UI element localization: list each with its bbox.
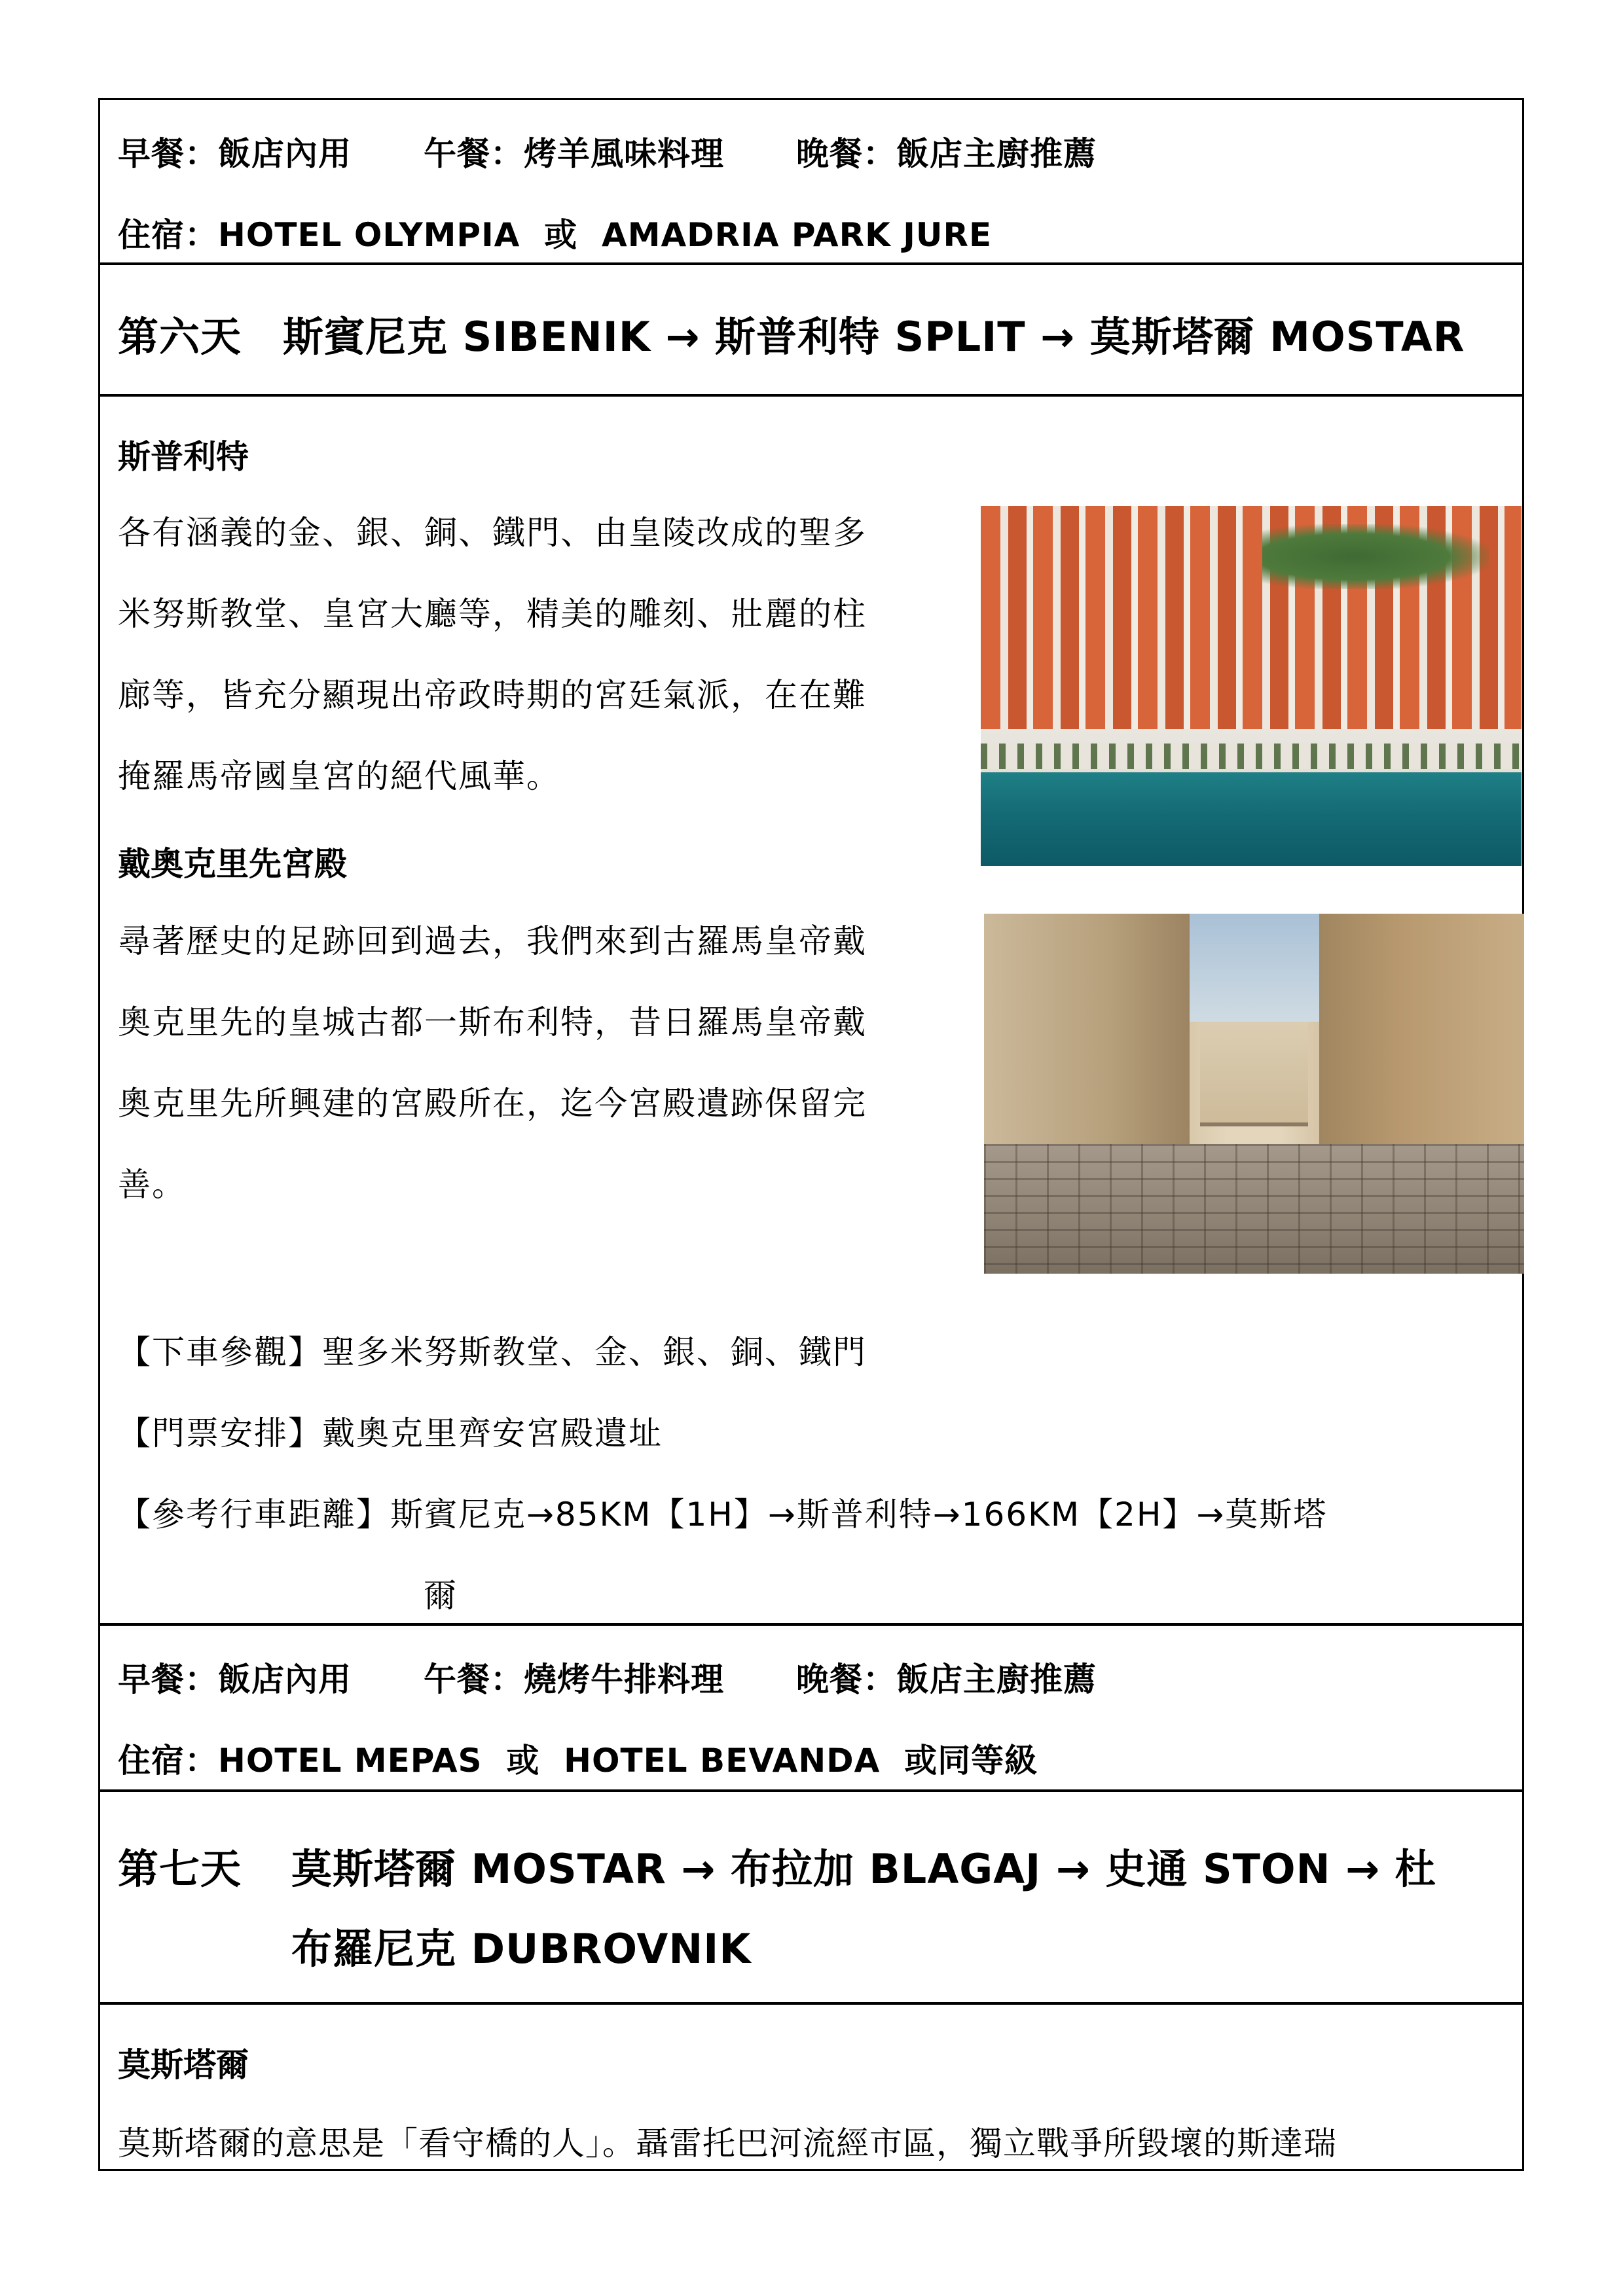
diocletian-text-line: 奧克里先的皇城古都一斯布利特，昔日羅馬皇帝戴 — [118, 1003, 867, 1041]
day7-title-line2: 布羅尼克 DUBROVNIK — [291, 1925, 752, 1973]
day7-title-line1: 莫斯塔爾 MOSTAR → 布拉加 BLAGAJ → 史通 STON → 杜 — [291, 1845, 1436, 1893]
day6-title-row — [100, 265, 1522, 397]
split-text-line: 廊等，皆充分顯現出帝政時期的宮廷氣派，在在難 — [118, 676, 867, 714]
photo-left-colonnade — [984, 914, 1190, 1173]
day6-breakfast: 早餐：飯店內用 — [118, 1660, 352, 1698]
mostar-text-line: 莫斯塔爾的意思是「看守橋的人」。聶雷托巴河流經市區，獨立戰爭所毀壞的斯達瑞 — [118, 2125, 1337, 2162]
note-driving-distance: 【參考行車距離】斯賓尼克→85KM【1H】→斯普利特→166KM【2H】→莫斯塔 — [118, 1496, 1328, 1534]
photo-trees — [1262, 524, 1489, 589]
day6-title: 第六天 斯賓尼克 SIBENIK → 斯普利特 SPLIT → 莫斯塔爾 MOSTAR — [118, 313, 1465, 361]
itinerary-table — [98, 98, 1524, 2171]
day5-lodging: 住宿：HOTEL OLYMPIA 或 AMADRIA PARK JURE — [118, 216, 993, 254]
photo-palms — [981, 744, 1522, 769]
day5-breakfast: 早餐：飯店內用 — [118, 135, 352, 173]
day6-content-row — [100, 397, 1522, 1626]
split-text-line: 米努斯教堂、皇宮大廳等，精美的雕刻、壯麗的柱 — [118, 595, 867, 633]
diocletian-text-line: 奧克里先所興建的宮殿所在，迄今宮殿遺跡保留完 — [118, 1085, 867, 1122]
day6-lunch: 午餐：燒烤牛排料理 — [424, 1660, 724, 1698]
photo-stone-pavement — [984, 1144, 1524, 1274]
diocletian-text-line: 尋著歷史的足跡回到過去，我們來到古羅馬皇帝戴 — [118, 922, 867, 960]
split-heading: 斯普利特 — [118, 438, 249, 476]
day6-lodging: 住宿：HOTEL MEPAS 或 HOTEL BEVANDA 或同等級 — [118, 1742, 1038, 1780]
photo-vestibule — [1200, 1022, 1308, 1126]
day6-dinner: 晚餐：飯店主廚推薦 — [796, 1660, 1097, 1698]
diocletian-palace-photo — [984, 914, 1524, 1274]
day5-lunch: 午餐：烤羊風味料理 — [424, 135, 724, 173]
day7-label: 第七天 — [118, 1845, 242, 1893]
diocletian-text-line: 善。 — [118, 1166, 186, 1204]
note-driving-distance-wrap: 爾 — [424, 1577, 458, 1615]
day7-title-row — [100, 1792, 1522, 2005]
photo-right-building — [1319, 914, 1525, 1173]
diocletian-heading: 戴奧克里先宮殿 — [118, 845, 347, 883]
split-text-line: 各有涵義的金、銀、銅、鐵門、由皇陵改成的聖多 — [118, 514, 867, 552]
day7-content-row — [100, 2005, 1522, 2169]
day6-meals-line — [118, 1653, 1097, 1700]
day5-dinner: 晚餐：飯店主廚推薦 — [796, 135, 1097, 173]
split-aerial-photo — [981, 506, 1522, 866]
mostar-heading: 莫斯塔爾 — [118, 2046, 249, 2084]
note-tickets: 【門票安排】戴奧克里齊安宮殿遺址 — [118, 1414, 663, 1452]
day5-meals-line — [118, 128, 1097, 175]
day5-meals-row — [100, 100, 1522, 265]
day6-meals-row — [100, 1626, 1522, 1792]
note-sightseeing: 【下車參觀】聖多米努斯教堂、金、銀、銅、鐵門 — [118, 1333, 867, 1371]
split-text-line: 掩羅馬帝國皇宮的絕代風華。 — [118, 757, 560, 795]
